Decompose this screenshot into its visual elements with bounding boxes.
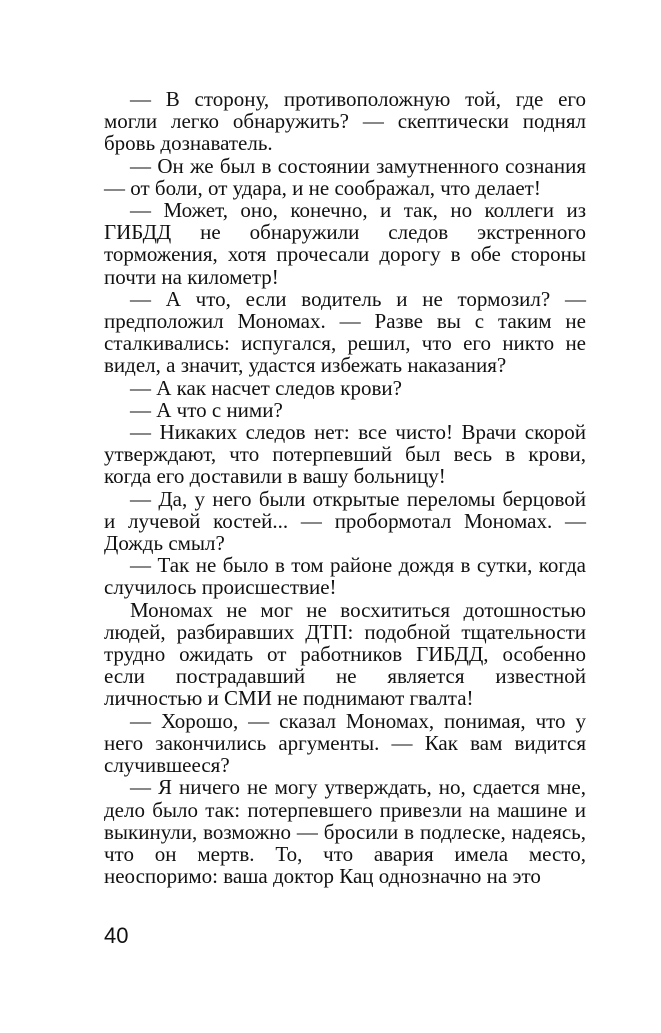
paragraph: — Да, у него были открытые переломы берцовой и лучевой костей... — пробормотал Мономах. — Дождь смыл? bbox=[104, 486, 586, 556]
paragraph: — А что с ними? bbox=[130, 397, 283, 422]
paragraph: — Я ничего не могу утверждать, но, сдается мне, дело было так: потерпевшего привезли на машине и выкинули, возможно — бросили в подлеске, надеясь, что он мертв. То, что авария имела место, неоспоримо: ваша доктор Кац однозначно на это bbox=[104, 775, 586, 889]
paragraph: — Никаких следов нет: все чисто! Врачи скорой утверждают, что потерпевший был весь в крови, когда его доставили в вашу больницу! bbox=[104, 420, 586, 489]
paragraph: — Так не было в том районе дождя в сутки, когда случилось происшествие! bbox=[104, 553, 586, 600]
paragraph: — Хорошо, — сказал Мономах, понимая, что у него закончились аргументы. — Как вам видится случившееся? bbox=[104, 708, 586, 778]
page-number: 40 bbox=[104, 923, 129, 948]
paragraph: — В сторону, противоположную той, где его могли легко обнаружить? — скептически поднял бровь дознаватель. bbox=[104, 87, 586, 156]
paragraph: Мономах не мог не восхититься дотошностью людей, разбиравших ДТП: подобной тщательности трудно ожидать от работников ГИБДД, особенно если пострадавший не является известной личностью и СМИ не поднимают гвалта! bbox=[104, 597, 586, 711]
paragraph: — А как насчет следов крови? bbox=[130, 375, 402, 400]
page-text bbox=[104, 88, 586, 887]
paragraph: — Он же был в состоянии замутненного сознания — от боли, от удара, и не соображал, что делает! bbox=[104, 153, 586, 200]
paragraph: — А что, если водитель и не тормозил? — предположил Мономах. — Разве вы с таким не сталкивались: испугался, решил, что его никто не видел, а значит, удастся избежать наказания? bbox=[104, 286, 586, 378]
paragraph: — Может, оно, конечно, и так, но коллеги из ГИБДД не обнаружили следов экстренного торможения, хотя прочесали дорогу в обе стороны почти на километр! bbox=[104, 198, 586, 289]
